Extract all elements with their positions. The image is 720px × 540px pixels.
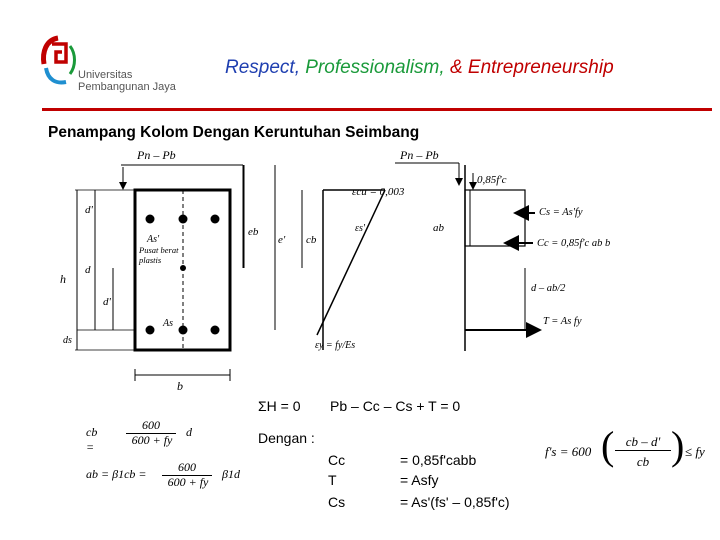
d-label: d: [85, 264, 91, 276]
def-cc-symbol: Cc: [328, 452, 346, 468]
def-cs-symbol: Cs: [328, 494, 346, 510]
cb-tail: d: [186, 425, 192, 439]
d-prime-top-label: d': [85, 204, 93, 216]
tagline-entrepreneurship: Entrepreneurship: [467, 57, 614, 78]
logo-text-line2: Pembangunan Jaya: [78, 81, 176, 93]
slide-title: Penampang Kolom Dengan Keruntuhan Seimbang: [48, 124, 420, 141]
ab-numerator: 600: [162, 460, 212, 476]
rebar-bottom: [211, 326, 220, 335]
top-load-left: Pn – Pb: [137, 148, 176, 162]
fs-right-paren: ): [671, 423, 685, 468]
tagline-professionalism: Professionalism,: [305, 57, 445, 78]
cb-numerator: 600: [126, 418, 176, 434]
cb-denominator: 600 + fy: [131, 433, 173, 447]
stress-label: 0,85f'c: [477, 174, 507, 186]
def-t-value: = Asfy: [400, 472, 439, 488]
center-label-2: plastis: [139, 255, 162, 265]
tagline: [225, 57, 614, 79]
fs-tail: ≤ fy: [685, 444, 705, 459]
ecu-label: εcu = 0,003: [352, 186, 405, 198]
strain-top-label: εs': [355, 223, 365, 234]
upj-emblem-icon: [38, 32, 188, 104]
ab-denominator: 600 + fy: [167, 475, 209, 489]
university-logo: [38, 32, 188, 104]
equilibrium-equation: Pb – Cc – Cs + T = 0: [330, 398, 461, 414]
as-prime-label: As': [147, 234, 160, 245]
sum-h-equation: ΣH = 0: [258, 398, 301, 414]
rebar-bottom: [146, 326, 155, 335]
header-divider: [42, 108, 712, 111]
dengan-label: Dengan :: [258, 430, 315, 446]
b-label: b: [177, 379, 183, 393]
fs-denominator: cb: [636, 454, 650, 469]
eb-label: eb: [248, 226, 259, 238]
fs-left-paren: (: [601, 423, 615, 468]
column-section-diagram: [55, 143, 675, 393]
logo-text-line1: Universitas: [78, 69, 133, 81]
cb-lhs: cb =: [86, 425, 98, 454]
tagline-respect: Respect,: [225, 57, 300, 78]
cc-force: Cc = 0,85f'c ab b: [537, 238, 611, 249]
rebar-top: [211, 215, 220, 224]
cb-label: cb: [306, 234, 317, 246]
ab-label: ab: [433, 222, 444, 234]
h-label: h: [60, 272, 66, 286]
d-prime-bottom-label: d': [103, 296, 111, 308]
fs-numerator: cb – d': [615, 434, 671, 451]
def-cs-value: = As'(fs' – 0,85f'c): [400, 494, 510, 510]
top-load-right: Pn – Pb: [400, 148, 439, 162]
e-prime-label: e': [278, 234, 286, 246]
center-label-1: Pusat berat: [139, 245, 179, 255]
def-cc-value: = 0,85f'cabb: [400, 452, 477, 468]
rebar-top: [146, 215, 155, 224]
arm-label: d – ab/2: [531, 283, 566, 294]
t-force: T = As fy: [543, 316, 582, 327]
tagline-amp: &: [449, 57, 463, 78]
ab-tail: β1d: [222, 467, 240, 481]
def-t-symbol: T: [328, 472, 337, 488]
fs-lhs: f's = 600: [545, 444, 592, 459]
ds-label: ds: [63, 335, 72, 346]
ab-lhs: ab = β1cb =: [86, 467, 147, 481]
cs-force: Cs = As'fy: [539, 207, 583, 218]
strain-bottom-label: εy = fy/Es: [315, 340, 356, 351]
as-label: As: [163, 318, 173, 329]
